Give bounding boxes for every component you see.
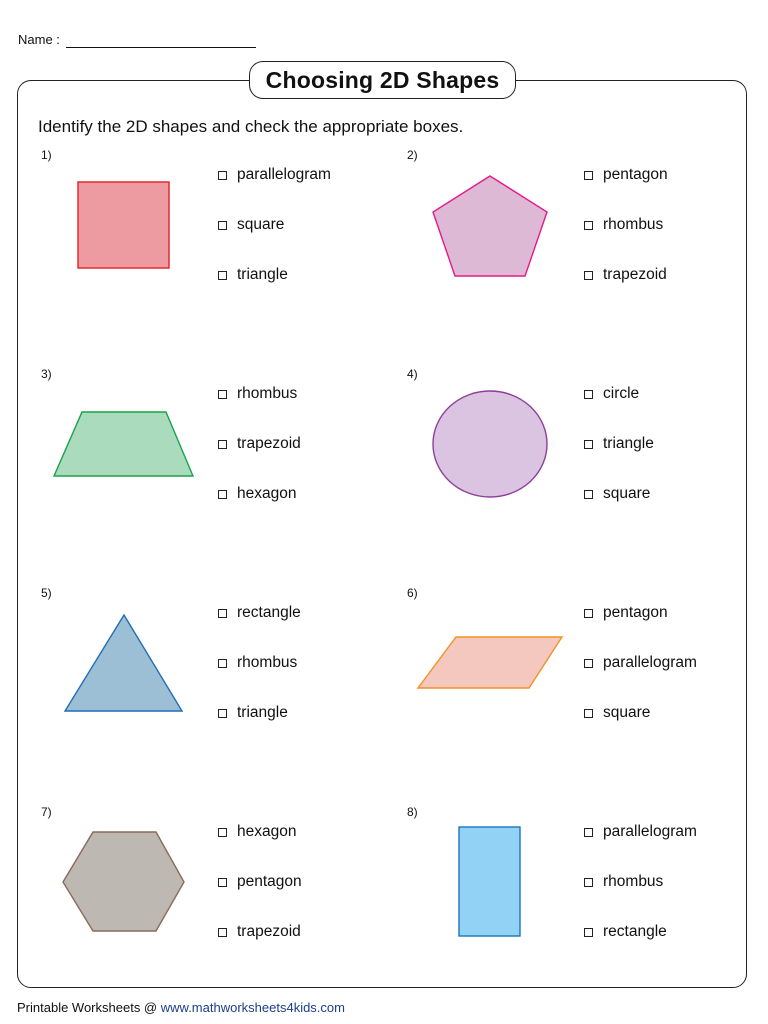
checkbox[interactable]: [218, 709, 227, 718]
option-checkbox[interactable]: [584, 165, 668, 185]
problem-5: [41, 586, 401, 786]
option-label: triangle: [237, 266, 288, 283]
problem-2: [407, 148, 767, 348]
option-label: hexagon: [237, 823, 297, 840]
checkbox[interactable]: [584, 609, 593, 618]
problem-number: 1): [41, 148, 52, 162]
checkbox[interactable]: [218, 390, 227, 399]
checkbox[interactable]: [218, 828, 227, 837]
option-label: rhombus: [237, 385, 298, 402]
worksheet-title: Choosing 2D Shapes: [249, 61, 516, 99]
checkbox[interactable]: [218, 878, 227, 887]
shape-parallelogram: [407, 586, 607, 746]
footer-url-link[interactable]: www.mathworksheets4kids.com: [160, 1000, 345, 1015]
option-checkbox[interactable]: [218, 872, 302, 892]
option-label: square: [603, 704, 651, 721]
shape-rectangle: [407, 805, 607, 965]
checkbox[interactable]: [218, 490, 227, 499]
option-checkbox[interactable]: [218, 484, 296, 504]
option-label: trapezoid: [603, 266, 667, 283]
footer-prefix: Printable Worksheets @: [17, 1000, 158, 1015]
option-label: rectangle: [237, 604, 301, 621]
option-checkbox[interactable]: [218, 165, 331, 185]
checkbox[interactable]: [584, 709, 593, 718]
checkbox[interactable]: [584, 490, 593, 499]
option-label: square: [237, 216, 285, 233]
option-checkbox[interactable]: [218, 653, 297, 673]
checkbox[interactable]: [584, 171, 593, 180]
problem-number: 5): [41, 586, 52, 600]
option-checkbox[interactable]: [584, 484, 650, 504]
checkbox[interactable]: [584, 390, 593, 399]
checkbox[interactable]: [218, 221, 227, 230]
option-label: rhombus: [237, 654, 298, 671]
name-line[interactable]: [66, 47, 256, 48]
option-label: parallelogram: [603, 654, 697, 671]
shape-triangle: [41, 586, 241, 746]
shape-square: [41, 148, 241, 308]
option-checkbox[interactable]: [584, 215, 663, 235]
option-checkbox[interactable]: [218, 922, 301, 942]
problem-3: [41, 367, 401, 567]
option-checkbox[interactable]: [218, 434, 301, 454]
checkbox[interactable]: [584, 221, 593, 230]
option-label: pentagon: [603, 604, 668, 621]
option-label: trapezoid: [237, 923, 301, 940]
checkbox[interactable]: [218, 659, 227, 668]
option-checkbox[interactable]: [218, 822, 296, 842]
problem-1: [41, 148, 401, 348]
option-label: pentagon: [237, 873, 302, 890]
option-label: parallelogram: [603, 823, 697, 840]
checkbox[interactable]: [584, 440, 593, 449]
checkbox[interactable]: [584, 659, 593, 668]
problem-number: 3): [41, 367, 52, 381]
option-label: hexagon: [237, 485, 297, 502]
option-checkbox[interactable]: [218, 703, 288, 723]
checkbox[interactable]: [584, 878, 593, 887]
option-label: rectangle: [603, 923, 667, 940]
problem-4: [407, 367, 767, 567]
option-label: triangle: [237, 704, 288, 721]
checkbox[interactable]: [584, 928, 593, 937]
shape-hexagon: [41, 805, 241, 965]
option-checkbox[interactable]: [584, 434, 654, 454]
option-checkbox[interactable]: [584, 653, 697, 673]
option-checkbox[interactable]: [218, 265, 288, 285]
option-label: triangle: [603, 435, 654, 452]
instructions: Identify the 2D shapes and check the appropriate boxes.: [38, 117, 464, 136]
option-checkbox[interactable]: [218, 215, 284, 235]
option-checkbox[interactable]: [584, 703, 650, 723]
option-label: pentagon: [603, 166, 668, 183]
checkbox[interactable]: [584, 828, 593, 837]
option-checkbox[interactable]: [218, 603, 301, 623]
problem-8: [407, 805, 767, 1005]
option-checkbox[interactable]: [218, 384, 297, 404]
option-label: trapezoid: [237, 435, 301, 452]
option-label: circle: [603, 385, 640, 402]
shape-circle: [407, 367, 607, 527]
shape-pentagon: [407, 148, 607, 308]
problem-number: 4): [407, 367, 418, 381]
checkbox[interactable]: [218, 171, 227, 180]
option-label: square: [603, 485, 651, 502]
option-label: rhombus: [603, 873, 664, 890]
option-checkbox[interactable]: [584, 265, 667, 285]
checkbox[interactable]: [218, 271, 227, 280]
option-checkbox[interactable]: [584, 872, 663, 892]
problem-number: 8): [407, 805, 418, 819]
checkbox[interactable]: [584, 271, 593, 280]
option-checkbox[interactable]: [584, 822, 697, 842]
checkbox[interactable]: [218, 609, 227, 618]
problem-7: [41, 805, 401, 1005]
problem-6: [407, 586, 767, 786]
option-checkbox[interactable]: [584, 384, 639, 404]
option-label: rhombus: [603, 216, 664, 233]
problem-number: 2): [407, 148, 418, 162]
name-label: Name :: [18, 32, 60, 47]
option-label: parallelogram: [237, 166, 331, 183]
footer: [17, 1000, 345, 1015]
option-checkbox[interactable]: [584, 603, 668, 623]
problem-number: 6): [407, 586, 418, 600]
shape-trapezoid: [41, 367, 241, 527]
problem-number: 7): [41, 805, 52, 819]
checkbox[interactable]: [218, 440, 227, 449]
option-checkbox[interactable]: [584, 922, 667, 942]
checkbox[interactable]: [218, 928, 227, 937]
